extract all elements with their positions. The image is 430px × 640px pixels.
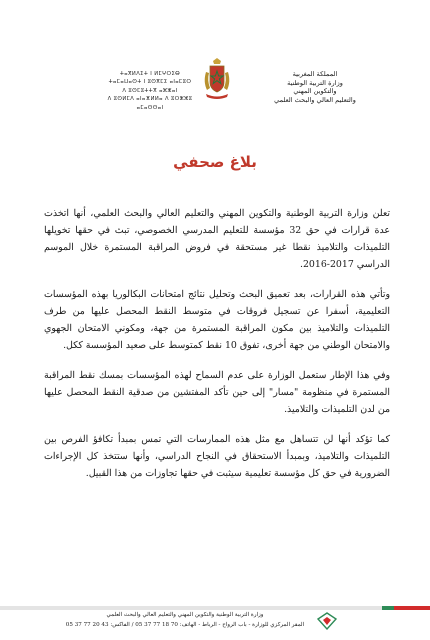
body-paragraph: وتأتي هذه القرارات، بعد تعميق البحث وتحليل نتائج امتحانات البكالوريا بهذه المؤسسات التعليمية، أسفرا عن تسجيل فروقات في متوسط النقط المحصل عليها من طرف التلميذات والتلاميذ بين مكون المراقبة المستمرة من جهة، ومكوني الامتحان الجهوي والامتحان الوطني من جهة أخرى، تفوق 10 نقط كمتوسط على صعيد المؤسسة ككل. [44, 289, 390, 351]
body-paragraph: وفي هذا الإطار ستعمل الوزارة على عدم السماح لهذه المؤسسات بمسك نقط المراقبة المستمرة في منظومة "مسار" إلى حين تأكد المفتشين من صدقية النقط المحصل عليها من لدن التلميذات والتلاميذ. [44, 370, 390, 415]
press-release-body [44, 205, 390, 495]
header-line: ⵜⴰⵎⴰⵡⴰⵙⵜ ⵏ ⵓⵙⴳⵎⵉ ⴰⵏⴰⵎⵓⵔ [108, 79, 192, 86]
ministry-logo-icon [316, 612, 338, 630]
ministry-header-arabic [240, 70, 390, 104]
footer-divider [0, 606, 430, 610]
page-title: بلاغ صحفي [173, 153, 257, 171]
ministry-header-tifinagh [95, 70, 205, 112]
moroccan-coat-of-arms-icon [202, 58, 232, 100]
header-line: والتكوين المهني [293, 87, 337, 96]
header-line: ⴷ ⵓⵙⵍⵎⴷ ⴰⵏⴰⴼⵍⵍⴰ ⴷ ⵓⵔⵣⵣⵓ ⴰⵎⴰⵙⵙⴰⵏ [107, 96, 193, 111]
footer-ministry-name: وزارة التربية الوطنية والتكوين المهني والتعليم العالي والبحث العلمي [106, 612, 264, 618]
footer-accent-red [394, 606, 430, 610]
header-line: ⵜⴰⴳⵍⴷⵉⵜ ⵏ ⵍⵎⵖⵔⵉⴱ [119, 71, 181, 77]
footer-accent-green [382, 606, 394, 610]
footer-address: المقر المركزي للوزارة - باب الرواح - الرباط - الهاتف: 70 18 77 37 05 / الفاكس: 43 20 77 37 05 [65, 621, 305, 628]
header-line: وزارة التربية الوطنية [287, 78, 343, 87]
body-paragraph: تعلن وزارة التربية الوطنية والتكوين المهني والتعليم العالي والبحث العلمي، أنها اتخذت عدة قرارات في حق 32 مؤسسة للتعليم المدرسي الخصوصي، تبث في حقها تخويلها التلميذات والتلاميذ نقطا غير مستحقة في فروض المراقبة المستمرة خلال الموسم الدراسي 2017-2016. [44, 208, 390, 270]
header-line: والتعليم العالي والبحث العلمي [274, 95, 356, 104]
body-paragraph: كما تؤكد أنها لن تتساهل مع مثل هذه الممارسات التي تمس بمبدأ تكافؤ الفرص بين التلميذات والتلاميذ، وبمبدأ الاستحقاق في النجاح الدراسي، وأنها ستتخذ كل الإجراءات الضرورية في حق كل مؤسسة تعليمية سيثبت في حقها تجاوزات من هذا القبيل. [44, 434, 390, 479]
header-line: ⴷ ⵓⵙⵎⵓⵜⵜⴳ ⴰⵣⵣⴰⵏ [122, 87, 178, 94]
header-line: المملكة المغربية [292, 70, 338, 78]
footer-contact [60, 611, 310, 630]
